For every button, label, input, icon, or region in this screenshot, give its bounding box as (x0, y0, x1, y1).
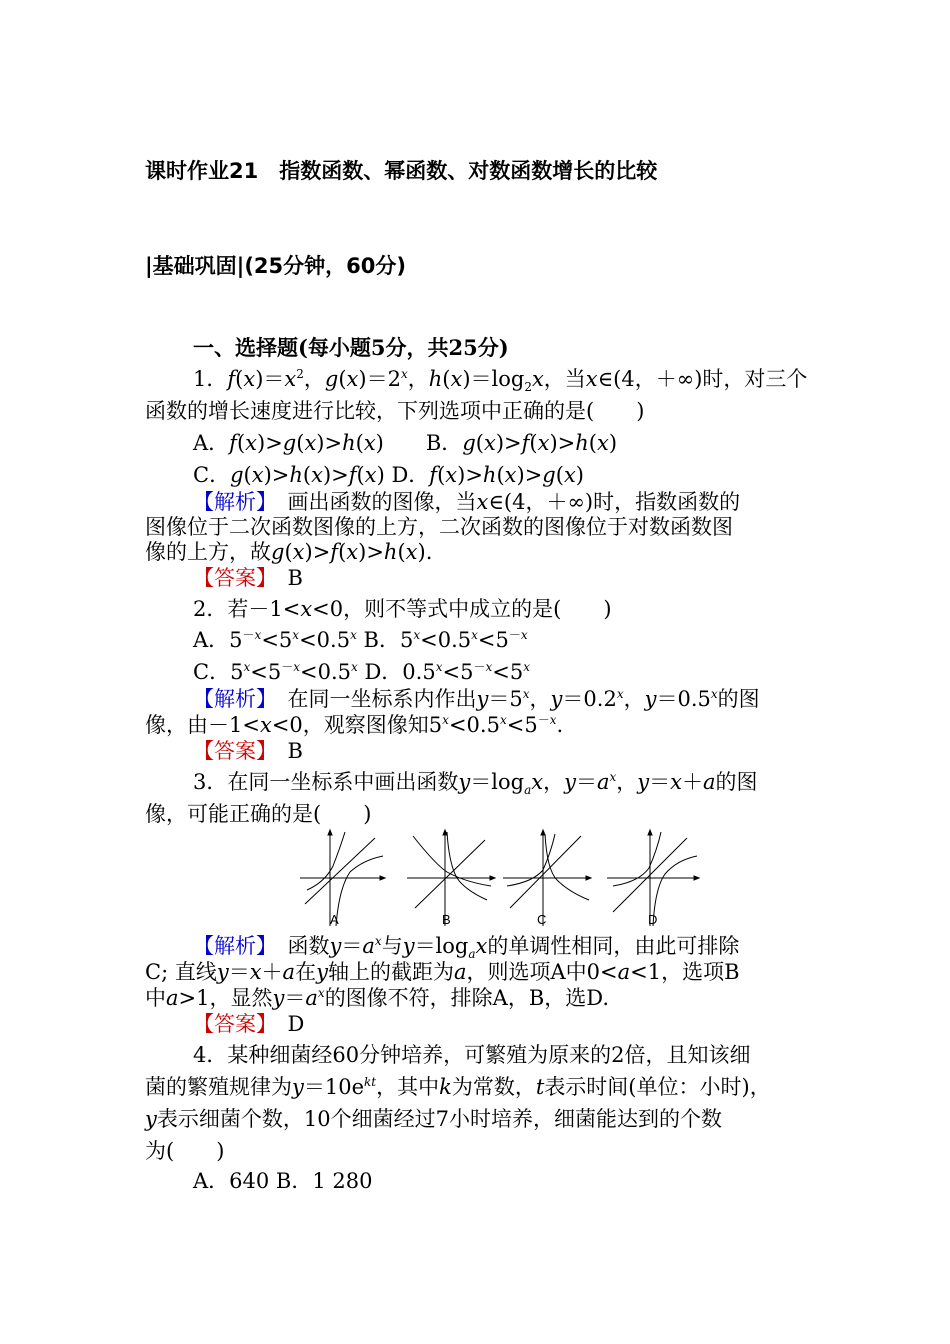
graph-b (407, 830, 495, 926)
q1-answer: 【答案】 B (193, 566, 303, 590)
page-title: 课时作业21 指数函数、幂函数、对数函数增长的比较 (145, 159, 658, 183)
q3-analysis-3: 中a>1，显然$y=a^x$的图像不符，排除A，B，选D. (145, 986, 610, 1010)
q2-analysis-1: 【解析】 在同一坐标系内作出$y=5^x$，$y=0.2^x$，$y=0.5^x$的图 (193, 687, 760, 711)
q2-answer: 【答案】 B (193, 739, 303, 763)
q1-options-ab: A．f(x)>g(x)>h(x) B．g(x)>f(x)>h(x) (193, 431, 618, 455)
q3-line2: 像，可能正确的是( ) (145, 802, 372, 826)
q2-analysis-2: 像，由－1<x<0，观察图像知$5^x<0.5^x<5^{-x}$. (145, 713, 564, 737)
graph-label-c: C (537, 912, 547, 927)
q3-graphs-figure (295, 826, 705, 934)
graph-a (300, 830, 385, 926)
q4-options: A．640 B．1 280 (193, 1169, 373, 1193)
q2-options-ab: A．$5^{-x}<5^x<0.5^x$ B．$5^x<0.5^x<5^{-x}$ (193, 628, 528, 652)
q3-analysis-2: C; 直线y＝x＋a在y轴上的截距为a，则选项A中0<a<1，选项B (145, 960, 740, 984)
q1-analysis-3: 像的上方，故g(x)>f(x)>h(x). (145, 540, 433, 564)
graph-label-b: B (442, 912, 451, 927)
q1-analysis-2: 图像位于二次函数图像的上方，二次函数的图像位于对数函数图 (145, 515, 733, 539)
q3-analysis-1: 【解析】 函数$y=a^x$与$y=\log_ax$的单调性相同，由此可排除 (193, 934, 740, 962)
q4-line2: 菌的繁殖规律为$y=10e^{kt}$，其中k为常数，t表示时间(单位：小时)， (145, 1075, 771, 1099)
q1-line1: 1．$f(x)=x^2$，$g(x)=2^x$，$h(x)=\log_2x$，当x∈(4，＋∞)时，对三个 (193, 367, 808, 395)
q3-answer: 【答案】 D (193, 1012, 305, 1036)
analysis-tag: 【解析】 (193, 490, 267, 514)
q4-line3: y表示细菌个数，10个细菌经过7小时培养，细菌能达到的个数 (145, 1107, 722, 1131)
q3-line1: 3．在同一坐标系中画出函数$y=\log_ax$，$y=a^x$，y＝x＋a的图 (193, 770, 758, 798)
q1-options-cd: C．g(x)>h(x)>f(x) D．f(x)>h(x)>g(x) (193, 463, 584, 487)
graph-label-a: A (330, 912, 339, 927)
q1-analysis-1: 【解析】 画出函数的图像，当x∈(4，＋∞)时，指数函数的 (193, 490, 741, 514)
part-heading: 一、选择题(每小题5分，共25分) (193, 335, 509, 360)
graph-c (503, 830, 591, 926)
q4-line1: 4．某种细菌经60分钟培养，可繁殖为原来的2倍，且知该细 (193, 1043, 751, 1067)
q4-line4: 为( ) (145, 1139, 225, 1163)
q1-line2: 函数的增长速度进行比较，下列选项中正确的是( ) (145, 399, 645, 423)
q2-options-cd: C．$5^x<5^{-x}<0.5^x$ D．$0.5^x<5^{-x}<5^x$ (193, 660, 530, 684)
graph-label-d: D (648, 912, 658, 927)
section-heading: |基础巩固|(25分钟，60分) (145, 254, 406, 278)
answer-tag: 【答案】 (193, 566, 267, 590)
q2-line1: 2．若－1<x<0，则不等式中成立的是( ) (193, 597, 612, 621)
